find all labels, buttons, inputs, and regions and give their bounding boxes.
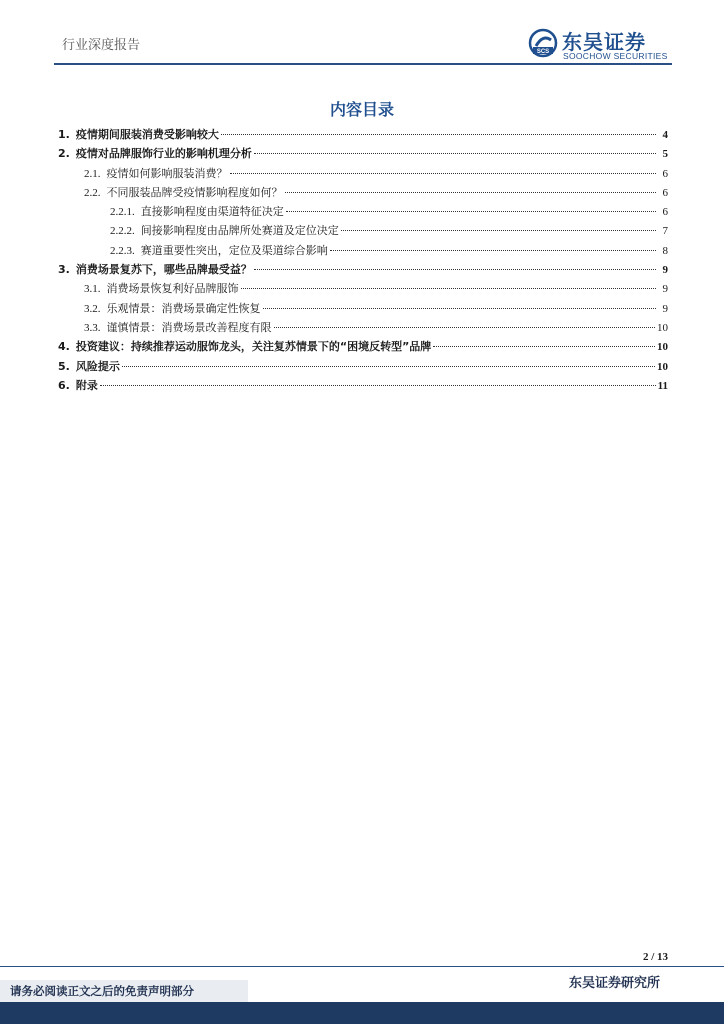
toc-entry[interactable] xyxy=(58,377,668,396)
toc-entry[interactable] xyxy=(58,242,668,261)
toc-entry-page: 10 xyxy=(657,360,668,373)
toc-entry-page: 9 xyxy=(662,283,668,296)
toc-entry-page: 10 xyxy=(657,321,668,334)
toc-entry[interactable] xyxy=(58,203,668,222)
toc-entry-number: 2.2.1. xyxy=(110,206,135,219)
toc-leader-dots xyxy=(285,192,657,193)
toc-leader-dots xyxy=(433,346,655,347)
logo-english-name: SOOCHOW SECURITIES xyxy=(563,51,668,61)
toc-entry-number: 5. xyxy=(58,359,70,373)
toc-leader-dots xyxy=(100,385,656,386)
soochow-logo-icon xyxy=(528,28,558,58)
toc-leader-dots xyxy=(230,173,657,174)
toc-leader-dots xyxy=(330,250,656,251)
toc-entry-number: 4. xyxy=(58,340,70,354)
toc-entry-number: 3.1. xyxy=(84,283,101,296)
toc-entry-title: 谨慎情景：消费场景改善程度有限 xyxy=(106,320,272,334)
toc-leader-dots xyxy=(254,269,656,270)
toc-entry-title: 风险提示 xyxy=(75,359,120,373)
toc-entry-title: 疫情期间服装消费受影响较大 xyxy=(75,128,219,141)
toc-entry-number: 2.1. xyxy=(84,167,101,180)
toc-entry-title: 不同服装品牌受疫情影响程度如何？ xyxy=(106,185,283,199)
toc-entry-page: 5 xyxy=(662,148,668,161)
toc-entry-number: 2.2.3. xyxy=(110,244,135,257)
toc-entry-number: 3. xyxy=(58,263,70,277)
toc-leader-dots xyxy=(341,230,656,231)
toc-entry-number: 2. xyxy=(58,147,70,161)
toc-entry[interactable] xyxy=(58,338,668,357)
toc-entry-page: 9 xyxy=(662,264,668,277)
toc-entry[interactable] xyxy=(58,165,668,184)
toc-entry-number: 2.2. xyxy=(84,186,101,199)
toc-entry-number: 3.2. xyxy=(84,302,101,315)
toc-entry-title: 赛道重要性突出，定位及渠道综合影响 xyxy=(140,243,328,257)
logo-chinese-name: 东吴证券 xyxy=(562,30,646,54)
research-institute-name: 东吴证券研究所 xyxy=(568,976,660,991)
table-of-contents xyxy=(58,126,668,396)
toc-entry-number: 2.2.2. xyxy=(110,225,135,238)
toc-entry-page: 6 xyxy=(662,186,668,199)
toc-entry[interactable] xyxy=(58,184,668,203)
toc-leader-dots xyxy=(241,288,657,289)
toc-entry[interactable] xyxy=(58,300,668,319)
toc-entry-page: 7 xyxy=(662,225,668,238)
toc-entry-page: 4 xyxy=(662,129,668,141)
toc-entry-number: 6. xyxy=(58,378,70,392)
toc-entry[interactable] xyxy=(58,280,668,299)
toc-leader-dots xyxy=(122,366,655,367)
toc-entry-title: 消费场景恢复利好品牌服饰 xyxy=(106,282,239,296)
toc-entry[interactable] xyxy=(58,319,668,338)
logo-mark-text: SCS xyxy=(536,49,550,55)
toc-entry-page: 9 xyxy=(662,302,668,315)
toc-entry-title: 乐观情景：消费场景确定性恢复 xyxy=(106,301,261,315)
toc-leader-dots xyxy=(254,153,656,154)
toc-entry-title: 间接影响程度由品牌所处赛道及定位决定 xyxy=(140,224,339,238)
toc-title: 内容目录 xyxy=(329,100,394,119)
toc-entry[interactable] xyxy=(58,126,668,145)
toc-leader-dots xyxy=(221,134,656,135)
toc-entry-title: 直接影响程度由渠道特征决定 xyxy=(140,205,284,219)
toc-leader-dots xyxy=(274,327,656,328)
toc-entry-title: 疫情如何影响服装消费？ xyxy=(106,166,228,180)
toc-entry-number: 3.3. xyxy=(84,321,101,334)
toc-entry-page: 10 xyxy=(657,341,668,354)
toc-entry-page: 6 xyxy=(662,206,668,219)
toc-entry-page: 6 xyxy=(662,167,668,180)
company-logo xyxy=(528,26,678,62)
toc-entry-page: 11 xyxy=(657,379,668,392)
footer-divider xyxy=(0,966,724,967)
page-count: 2 / 13 xyxy=(642,951,668,963)
toc-entry-title: 消费场景复苏下，哪些品牌最受益？ xyxy=(75,263,252,277)
toc-entry-page: 8 xyxy=(662,244,668,257)
toc-leader-dots xyxy=(263,308,657,309)
toc-entry[interactable] xyxy=(58,261,668,280)
toc-entry[interactable] xyxy=(58,358,668,377)
toc-entry-title: 附录 xyxy=(75,378,98,392)
toc-entry[interactable] xyxy=(58,222,668,241)
toc-entry-number: 1. xyxy=(58,128,70,141)
toc-entry-title: 疫情对品牌服饰行业的影响机理分析 xyxy=(75,147,252,161)
report-type-label: 行业深度报告 xyxy=(62,38,141,53)
toc-entry[interactable] xyxy=(58,145,668,164)
footer-bar xyxy=(0,1002,724,1024)
disclaimer-notice: 请务必阅读正文之后的免责声明部分 xyxy=(0,980,248,1002)
toc-leader-dots xyxy=(286,211,656,212)
toc-entry-title: 投资建议：持续推荐运动服饰龙头，关注复苏情景下的“困境反转型”品牌 xyxy=(75,340,432,354)
header-divider xyxy=(54,63,672,65)
